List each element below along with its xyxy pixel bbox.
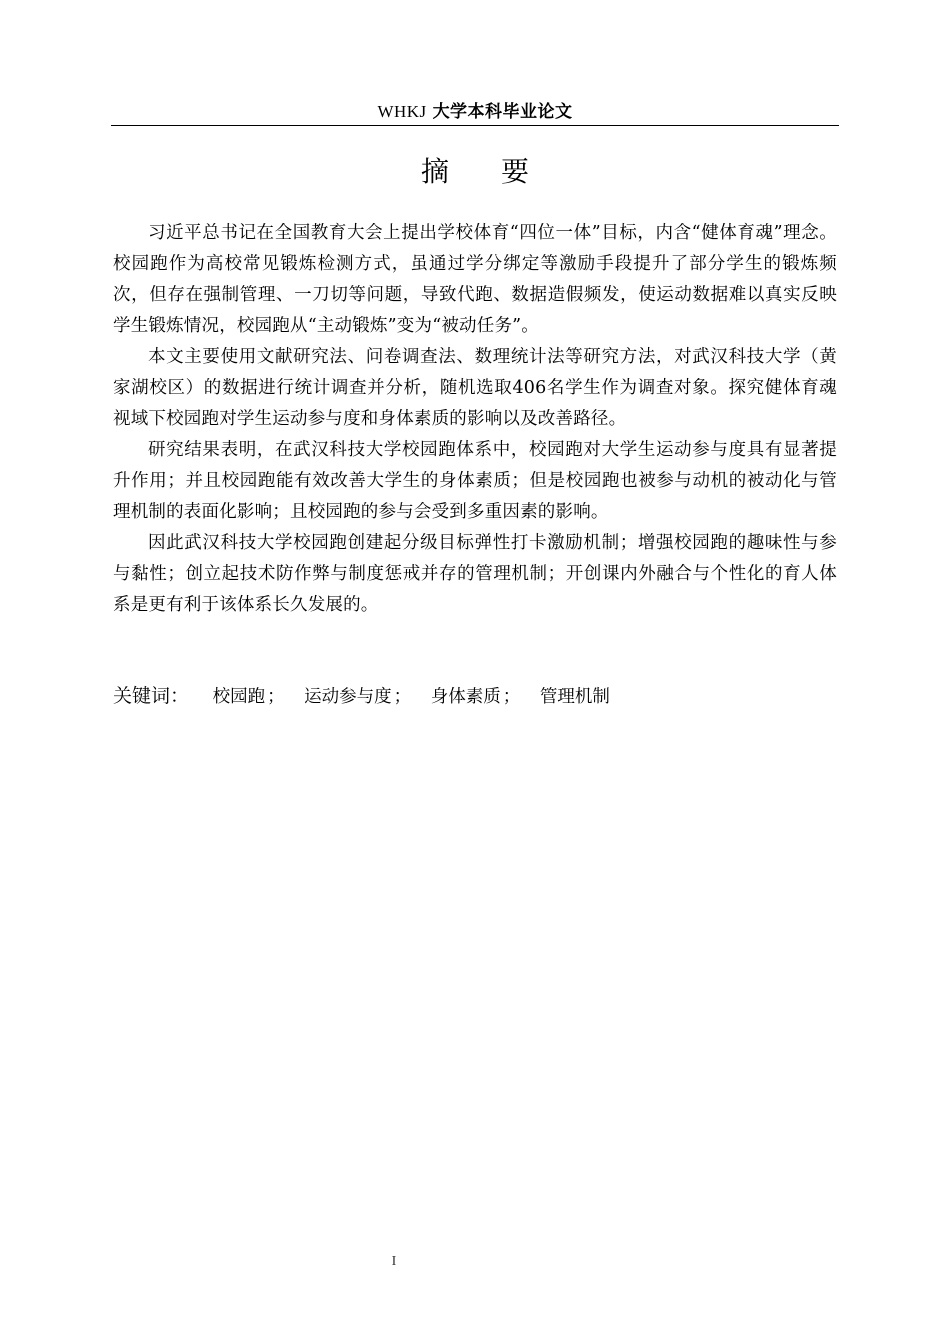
keyword-item: 身体素质 xyxy=(430,687,501,707)
abstract-paragraph: 研究结果表明，在武汉科技大学校园跑体系中，校园跑对大学生运动参与度具有显著提升作用；并且校园跑能有效改善大学生的身体素质；但是校园跑也被参与动机的被动化与管理机制的表面化影响；且校园跑的参与会受到多重因素的影响。 xyxy=(113,440,837,522)
keyword-item: 校园跑 xyxy=(212,687,266,707)
keyword-separator: ； xyxy=(502,687,521,707)
keywords-line xyxy=(113,682,837,711)
abstract-paragraph: 习近平总书记在全国教育大会上提出学校体育“四位一体”目标，内含“健体育魂”理念。校园跑作为高校常见锻炼检测方式，虽通过学分绑定等激励手段提升了部分学生的锻炼频次，但存在强制管理、一刀切等问题，导致代跑、数据造假频发，使运动数据难以真实反映学生锻炼情况，校园跑从“主动锻炼”变为“被动任务”。 xyxy=(113,223,837,336)
running-header xyxy=(112,100,838,124)
header-document-type: 大学本科毕业论文 xyxy=(432,102,573,122)
page-number: I xyxy=(391,1254,397,1269)
keywords-label: 关键词： xyxy=(113,685,190,707)
keyword-item: 管理机制 xyxy=(539,687,610,707)
keyword-item: 运动参与度 xyxy=(304,687,392,707)
keyword-separator: ； xyxy=(393,687,412,707)
abstract-title: 摘要 xyxy=(420,155,581,188)
abstract-paragraph: 因此武汉科技大学校园跑创建起分级目标弹性打卡激励机制；增强校园跑的趣味性与参与黏性；创立起技术防作弊与制度惩戒并存的管理机制；开创课内外融合与个性化的育人体系是更有利于该体系长久发展的。 xyxy=(113,533,837,615)
keyword-separator: ； xyxy=(267,687,285,707)
header-rule xyxy=(111,125,839,126)
header-institution-code: WHKJ xyxy=(377,102,427,121)
abstract-paragraph: 本文主要使用文献研究法、问卷调查法、数理统计法等研究方法，对武汉科技大学（黄家湖校区）的数据进行统计调查并分析，随机选取406名学生作为调查对象。探究健体育魂视域下校园跑对学生运动参与度和身体素质的影响以及改善路径。 xyxy=(113,347,837,429)
abstract-body xyxy=(113,218,837,621)
